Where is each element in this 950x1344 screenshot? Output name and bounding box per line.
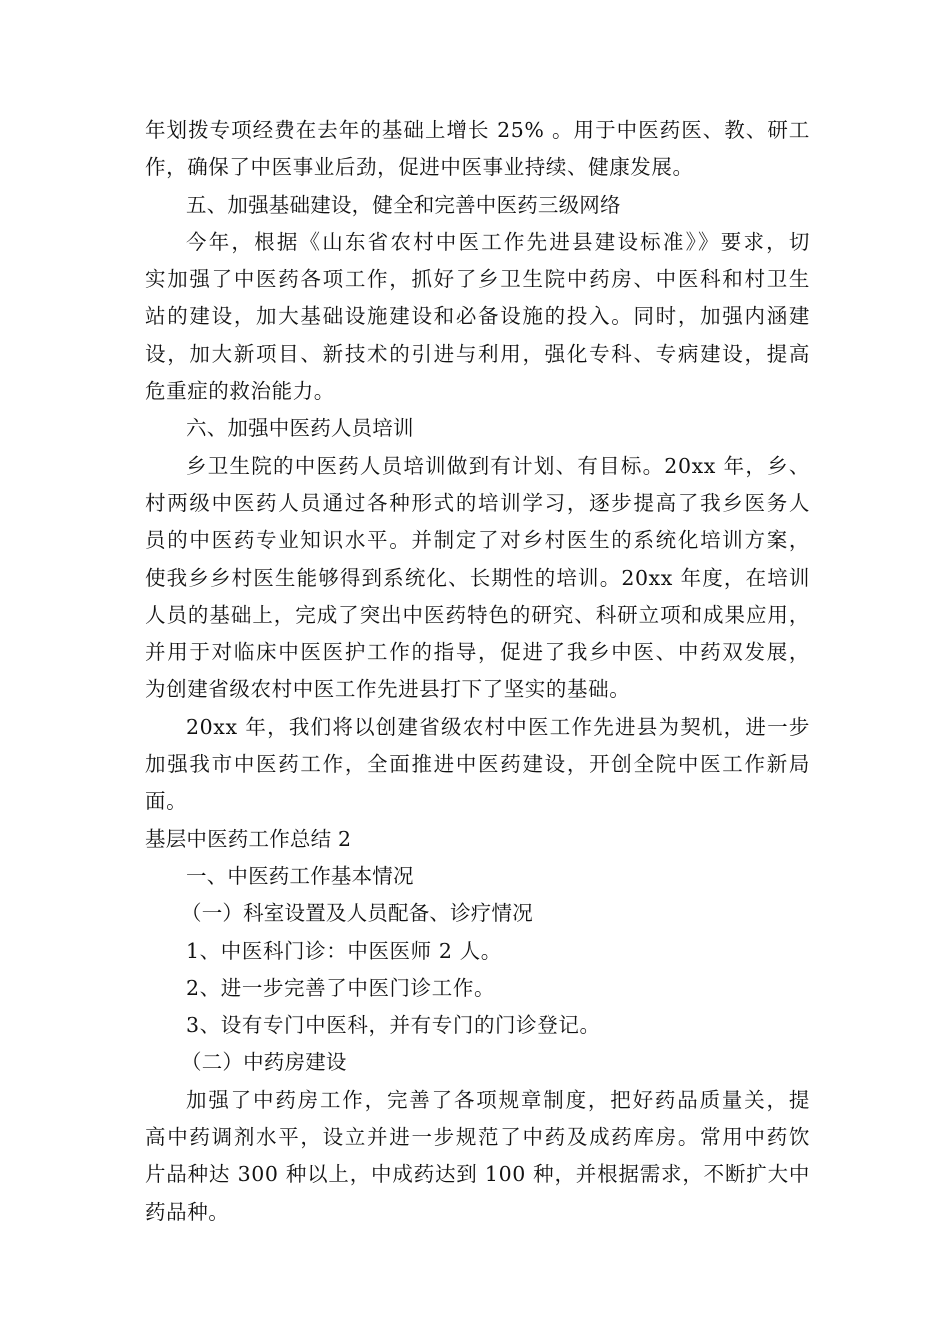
- text-line: 片品种达 300 种以上，中成药达到 100 种，并根据需求，不断扩大中: [145, 1162, 810, 1187]
- section-heading: 六、加强中医药人员培训: [186, 416, 414, 441]
- list-item: 1、中医科门诊：中医医师 2 人。: [186, 938, 502, 963]
- text-line: 人员的基础上，完成了突出中医药特色的研究、科研立项和成果应用，: [145, 602, 810, 627]
- subsection-heading: （二）中药房建设: [181, 1050, 347, 1075]
- text-line: 加强我市中医药工作，全面推进中医药建设，开创全院中医工作新局: [145, 752, 810, 777]
- text-line: 面。: [145, 789, 188, 814]
- text-line: 乡卫生院的中医药人员培训做到有计划、有目标。20xx 年，乡、: [186, 453, 810, 478]
- text-line: 今年，根据《山东省农村中医工作先进县建设标准》》要求，切: [186, 229, 810, 254]
- text-line: 作，确保了中医事业后劲，促进中医事业持续、健康发展。: [145, 155, 694, 180]
- text-line: 使我乡乡村医生能够得到系统化、长期性的培训。20xx 年度，在培训: [145, 565, 810, 590]
- list-item: 2、进一步完善了中医门诊工作。: [186, 975, 496, 1000]
- text-line: 高中药调剂水平，设立并进一步规范了中药及成药库房。常用中药饮: [145, 1125, 810, 1150]
- subsection-heading: （一）科室设置及人员配备、诊疗情况: [181, 901, 533, 926]
- section-heading: 一、中医药工作基本情况: [186, 863, 414, 888]
- text-line: 药品种。: [145, 1199, 230, 1224]
- text-line: 危重症的救治能力。: [145, 379, 335, 404]
- text-line: 20xx 年，我们将以创建省级农村中医工作先进县为契机，进一步: [186, 714, 810, 739]
- text-line: 为创建省级农村中医工作先进县打下了坚实的基础。: [145, 677, 631, 702]
- list-item: 3、设有专门中医科，并有专门的门诊登记。: [186, 1013, 601, 1038]
- text-line: 村两级中医药人员通过各种形式的培训学习，逐步提高了我乡医务人: [145, 490, 810, 515]
- text-line: 加强了中药房工作，完善了各项规章制度，把好药品质量关，提: [186, 1087, 810, 1112]
- document-title: 基层中医药工作总结 2: [145, 826, 352, 851]
- text-line: 站的建设，加大基础设施建设和必备设施的投入。同时，加强内涵建: [145, 304, 810, 329]
- text-line: 实加强了中医药各项工作，抓好了乡卫生院中药房、中医科和村卫生: [145, 267, 810, 292]
- text-line: 年划拨专项经费在去年的基础上增长 25% 。用于中医药医、教、研工: [145, 118, 810, 142]
- text-line: 并用于对临床中医医护工作的指导，促进了我乡中医、中药双发展，: [145, 640, 810, 665]
- text-line: 设，加大新项目、新技术的引进与利用，强化专科、专病建设，提高: [145, 341, 810, 366]
- section-heading: 五、加强基础建设，健全和完善中医药三级网络: [186, 192, 621, 217]
- text-line: 员的中医药专业知识水平。并制定了对乡村医生的系统化培训方案，: [145, 528, 810, 553]
